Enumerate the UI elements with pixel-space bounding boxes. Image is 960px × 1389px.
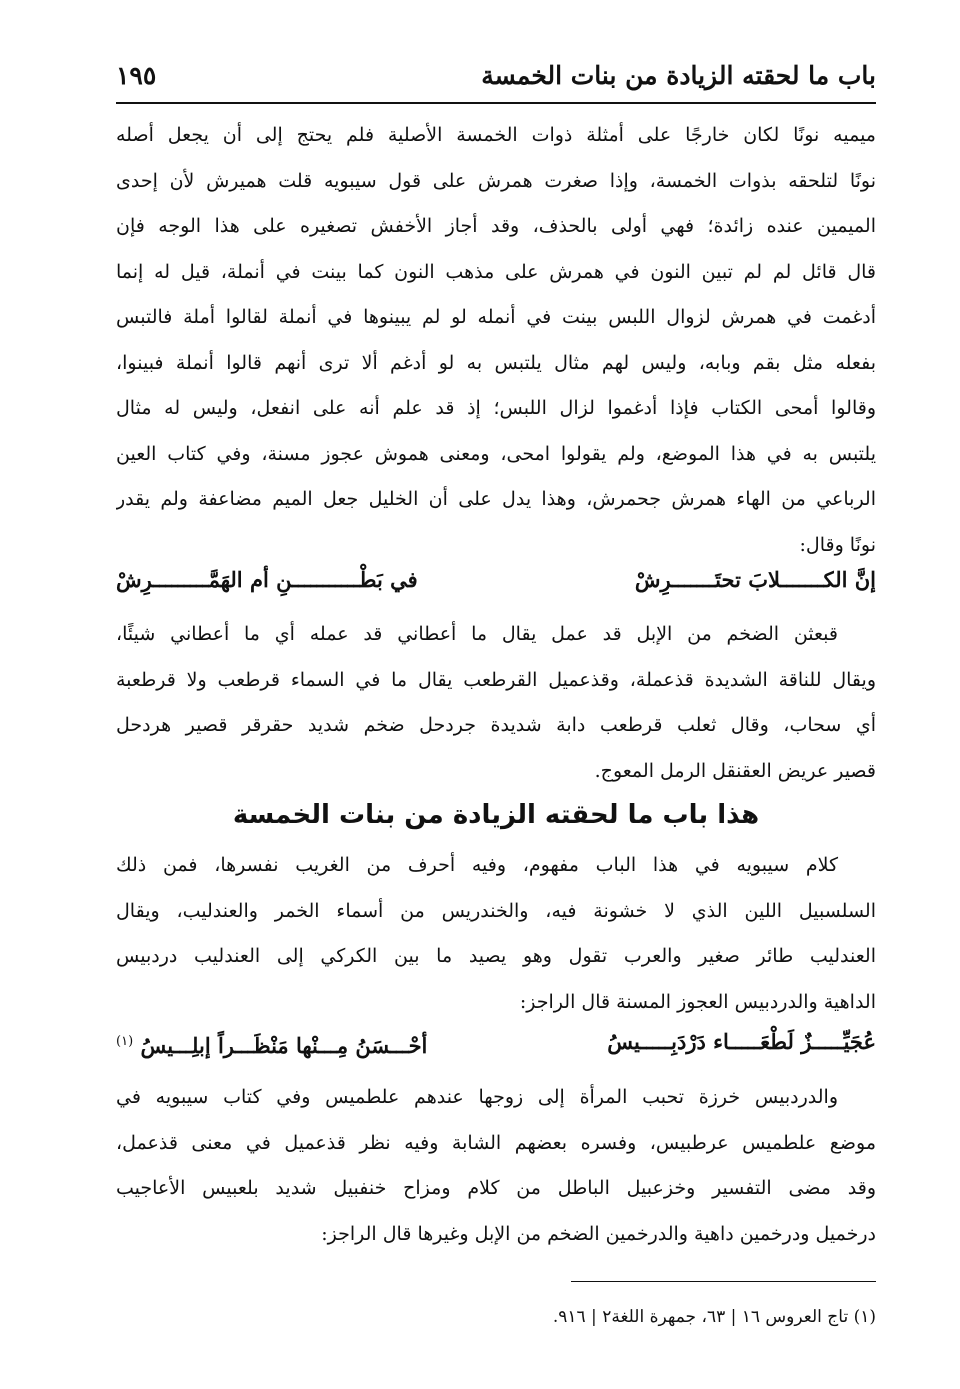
paragraph-line: أي سحاب، وقال ثعلب قرطعب دابة شديدة جردحل ضخم شديد حقرقر قصير هردحل [116, 714, 876, 736]
paragraph-line: ويقال للناقة الشديدة قذعملة، وقذعميل القرطعب يقال ما في السماء قرطعب ولا قرطعبة [116, 668, 876, 691]
paragraph-line: الرباعي من الهاء همرش جحمرش، وهذا يدل على أن الخليل جعل الميم مضاعفة ولم يقدر [116, 488, 876, 510]
paragraph-line: وقالوا أمحى الكتاب فإذا أدغموا لزال اللبس؛ إذ قد علم أنه على انفعل، وليس له مثال [116, 397, 876, 419]
paragraph-line: كلام سيبويه في هذا الباب مفهوم، وفيه أحرف من الغريب نفسرها، فمن ذلك [116, 854, 838, 876]
verse-first-hemistich: عُجَيِّـــــزٌ لَطْعَـــــاء دَرْدَبِـــــيسُ [607, 1029, 876, 1054]
paragraph-line: السلسبيل اللين الذي لا خشونة فيه، والخندريس من أسماء الخمر والعندليب، ويقال [116, 899, 876, 922]
page-number: ١٩٥ [116, 61, 157, 90]
page-header [116, 58, 876, 98]
footnote-rule [571, 1281, 876, 1282]
paragraph-3 [116, 843, 876, 1025]
paragraph-line: درخميل ودرخمين داهية والدرخمين الضخم من الإبل وغيرها قال الراجز: [321, 1222, 876, 1245]
paragraph-line: يلتبس به في هذا الموضع، ولم يقولوا امحى، ومعنى هموش عجوز مسنة، وفي كتاب العين [116, 442, 876, 465]
paragraph-line: العندليب طائر صغير والعرب تقول وهو يصيد ما بين الكركي إلى العندليب دردبيس [116, 945, 876, 967]
paragraph-1 [116, 113, 876, 568]
paragraph-line: الميمين عنده زائدة؛ فهي أولى بالحذف، وقد أجاز الأخفش تصغيره على هذا الوجه فإن [116, 215, 876, 237]
paragraph-line: وقد مضى التفسير وخزعبيل الباطل من كلام ومزاح خنفبيل شديد بلعبيس الأعاجيب [116, 1177, 876, 1199]
header-rule [116, 102, 876, 104]
paragraph-4 [116, 1075, 876, 1257]
paragraph-line: والدردبيس خرزة تحبب المرأة إلى زوجها عندهم علطميس وفي كتاب سيبويه في [116, 1086, 838, 1108]
footnote-marker[interactable]: (١) [116, 1034, 134, 1049]
verse-2 [116, 1022, 876, 1062]
paragraph-line: ميميه نونًا لكان خارجًا على أمثلة ذوات الخمسة الأصلية فلم يحتج إلى أن يجعل أصله [116, 124, 876, 146]
paragraph-line: بفعله مثل بقم وبابه، وليس لهم مثال يلتبس به لو أدغم ألا ترى أنهم قالوا أنملة فبينوا، [116, 351, 876, 374]
paragraph-line: قصير عريض العقنقل الرمل المعوج. [594, 759, 876, 782]
section-heading: هذا باب ما لحقته الزيادة من بنات الخمسة [232, 800, 760, 830]
footnote: (١) تاج العروس ١٦ | ٦٣، جمهرة اللغة٢ | ٩١٦. [552, 1307, 876, 1327]
running-title: باب ما لحقته الزيادة من بنات الخمسة [481, 61, 876, 90]
verse-second-hemistich-text: أحْـــسَنُ مِـــنْها مَنْظَـــراً إبلِـــيسُ [140, 1033, 428, 1058]
paragraph-2 [116, 612, 876, 794]
paragraph-line: قبعثن الضخم من الإبل قد عمل يقال ما أعطاني قد عمله أي ما أعطاني شيئًا، [116, 623, 838, 645]
paragraph-line: نونًا وقال: [799, 533, 876, 556]
verse-first-hemistich: إنَّ الكـــــــلابَ تحتَـــــــرِشْ [634, 567, 876, 592]
paragraph-line: موضع علطميس عرطبيس، وفسره بعضهم الشابة وفيه نظر قذعميل في معنى قذعمل، [116, 1131, 876, 1154]
verse-second-hemistich [116, 1022, 427, 1066]
verse-1 [116, 560, 876, 600]
paragraph-line: أدغمت في همرش لزوال اللبس بينت في أنمله لو لم يبينوها في أنملة لقالوا أملة فالتبس [116, 306, 876, 328]
paragraph-line: نونًا لتلحقه بذوات الخمسة، وإذا صغرت همرش على قول سيبويه قلت هميرش لأن إحدى [116, 169, 876, 192]
verse-second-hemistich: في بَطْـــــــــــنِ أم الهَمَّـــــــــرِشْ [116, 567, 418, 592]
paragraph-line: الداهية والدردبيس العجوز المسنة قال الراجز: [519, 990, 876, 1013]
paragraph-line: قال قائل لم لم تبين النون في همرش على مذهب النون كما بينت في أنملة، قيل له إنما [116, 260, 876, 283]
